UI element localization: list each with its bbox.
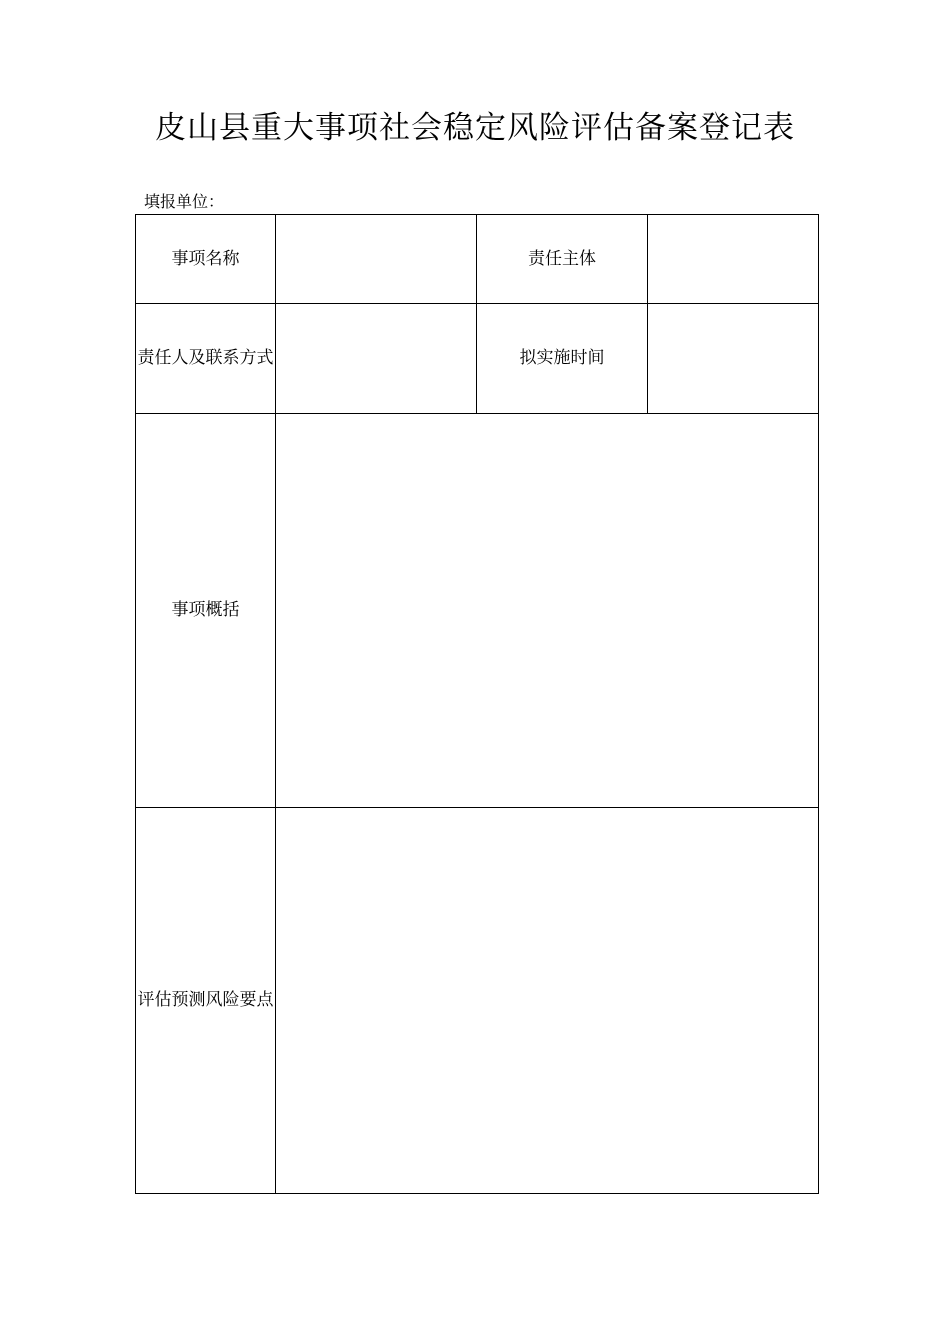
responsible-person-field[interactable] (276, 304, 477, 414)
form-row-summary (136, 414, 819, 808)
responsible-entity-field[interactable] (648, 215, 819, 304)
form-row-risk-points (136, 808, 819, 1194)
registration-form-table (135, 214, 819, 1194)
item-name-field[interactable] (276, 215, 477, 304)
summary-field[interactable] (276, 414, 819, 808)
risk-points-label: 评估预测风险要点 (136, 808, 276, 1194)
form-row-item-name (136, 215, 819, 304)
item-name-label: 事项名称 (136, 215, 276, 304)
risk-points-field[interactable] (276, 808, 819, 1194)
reporting-unit-label: 填报单位： (144, 192, 225, 211)
form-row-responsible-person (136, 304, 819, 414)
planned-time-field[interactable] (648, 304, 819, 414)
responsible-person-label: 责任人及联系方式 (136, 304, 276, 414)
planned-time-label: 拟实施时间 (477, 304, 648, 414)
summary-label: 事项概括 (136, 414, 276, 808)
responsible-entity-label: 责任主体 (477, 215, 648, 304)
page-title: 皮山县重大事项社会稳定风险评估备案登记表 (155, 110, 795, 146)
